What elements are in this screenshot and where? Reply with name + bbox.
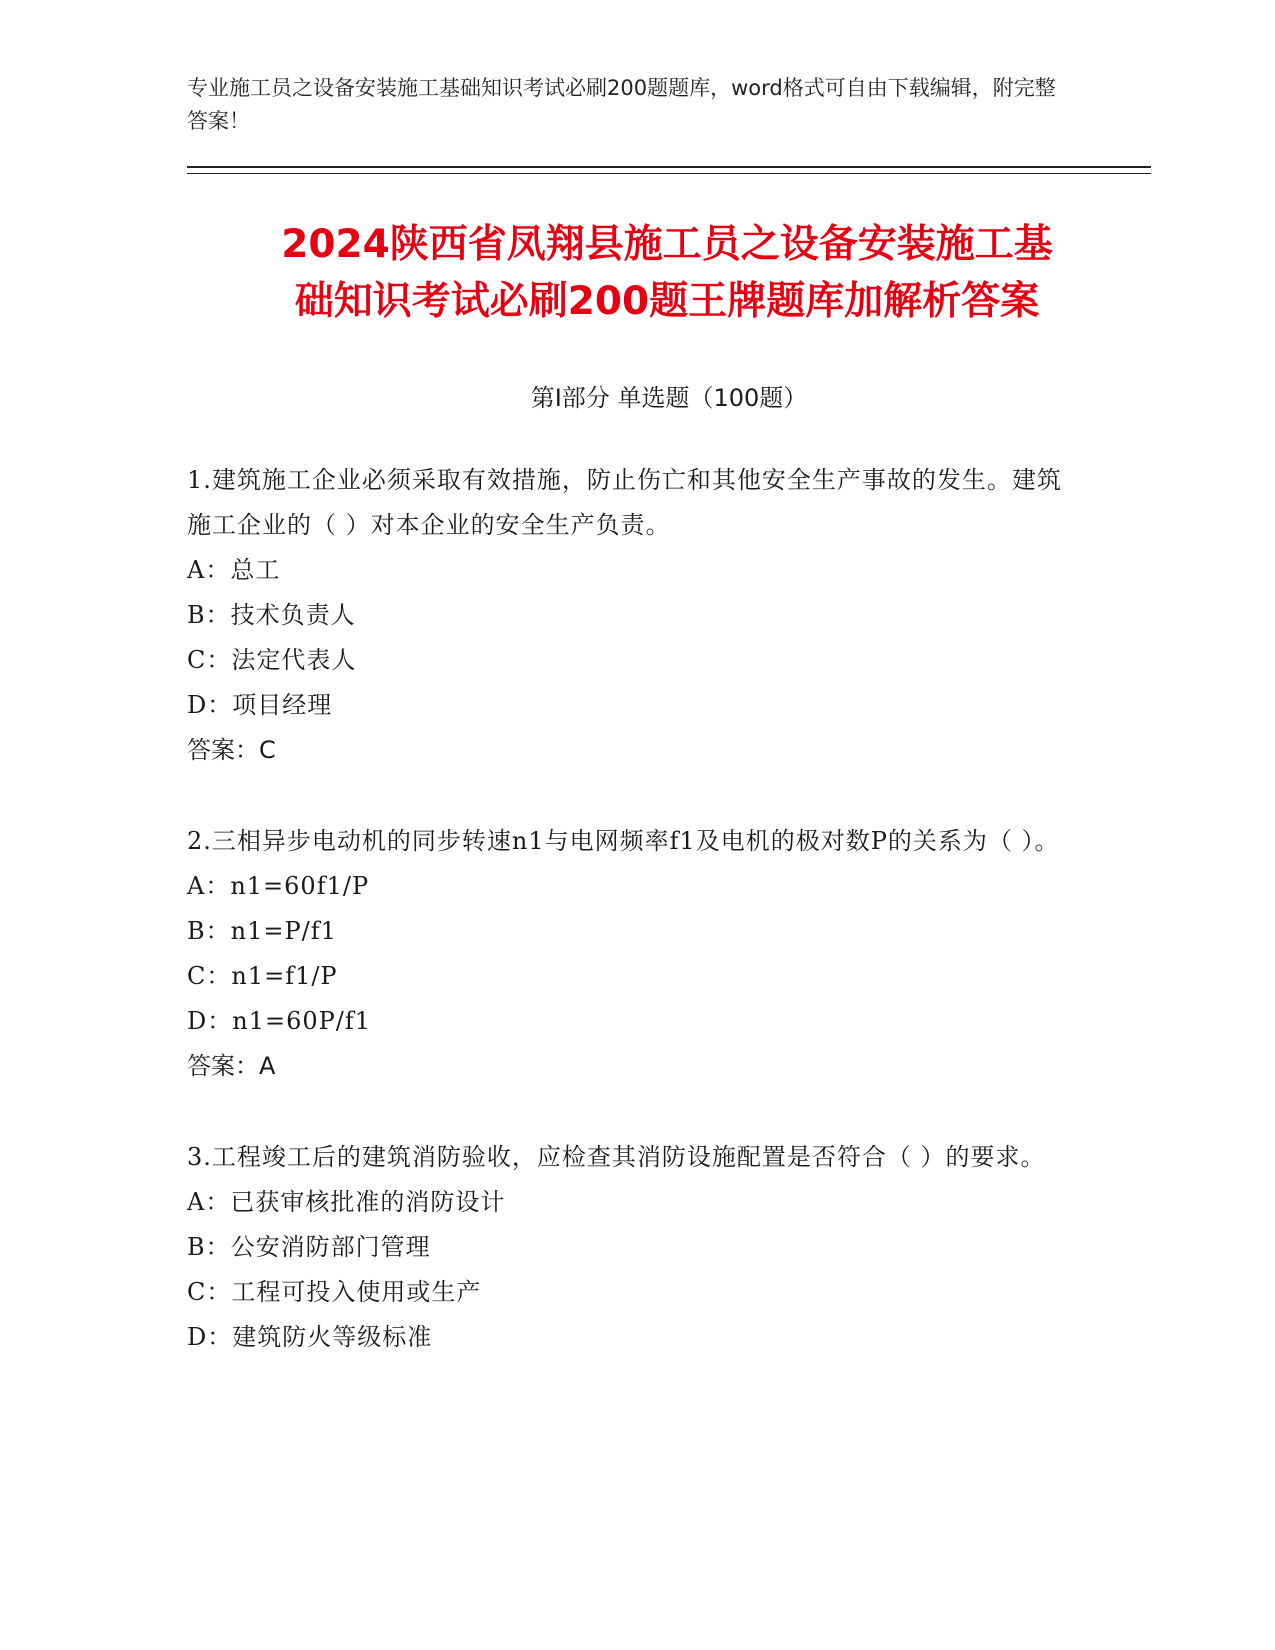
option-d: D：n1=60P/f1	[187, 1007, 372, 1035]
option-d: D：建筑防火等级标准	[187, 1323, 433, 1351]
section-heading: 第Ⅰ部分 单选题（100题）	[530, 384, 808, 412]
option-c: C：n1=f1/P	[187, 962, 338, 990]
document-title-line-1: 2024陕西省凤翔县施工员之设备安装施工基	[281, 222, 1053, 267]
option-c: C：法定代表人	[187, 646, 357, 674]
question-list	[187, 458, 1147, 1360]
option-b: B：公安消防部门管理	[187, 1233, 431, 1261]
header-divider	[187, 166, 1151, 174]
option-d: D：项目经理	[187, 691, 333, 719]
option-b: B：技术负责人	[187, 601, 356, 629]
answer-line: 答案：C	[187, 736, 276, 764]
option-c: C：工程可投入使用或生产	[187, 1278, 482, 1306]
question-2	[187, 819, 1147, 1089]
question-stem: 3.工程竣工后的建筑消防验收，应检查其消防设施配置是否符合（ ）的要求。	[187, 1143, 1046, 1171]
option-a: A：n1=60f1/P	[187, 872, 370, 900]
question-stem: 1.建筑施工企业必须采取有效措施，防止伤亡和其他安全生产事故的发生。建筑施工企业的（ ）对本企业的安全生产负责。	[187, 466, 1062, 539]
question-1	[187, 458, 1147, 773]
question-stem: 2.三相异步电动机的同步转速n1与电网频率f1及电机的极对数P的关系为（ ）。	[187, 827, 1060, 855]
option-b: B：n1=P/f1	[187, 917, 337, 945]
document-title-line-2: 础知识考试必刷200题王牌题库加解析答案	[294, 279, 1040, 324]
header-note: 专业施工员之设备安装施工基础知识考试必刷200题题库，word格式可自由下载编辑，附完整答案！	[187, 76, 1056, 133]
option-a: A：总工	[187, 556, 281, 584]
document-title	[185, 216, 1149, 330]
question-3	[187, 1135, 1147, 1360]
document-page	[187, 72, 1147, 1406]
answer-line: 答案：A	[187, 1052, 276, 1080]
option-a: A：已获审核批准的消防设计	[187, 1188, 506, 1216]
